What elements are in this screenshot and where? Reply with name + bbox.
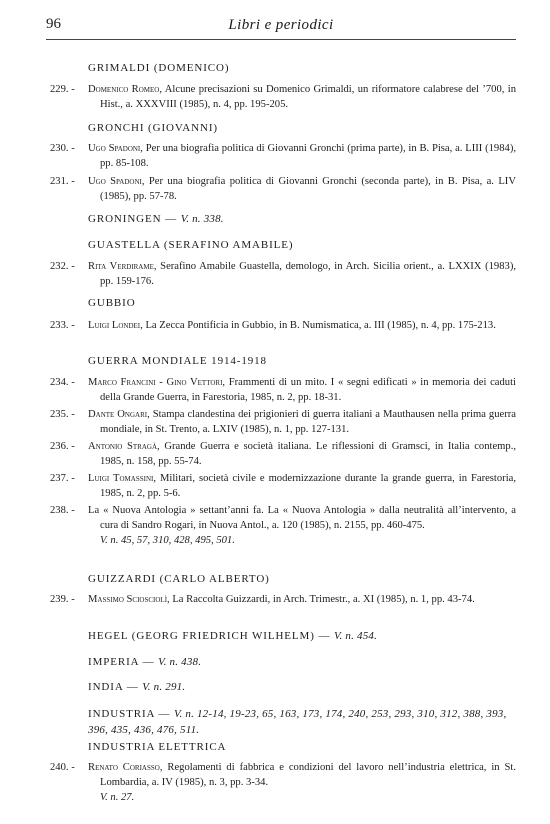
bibliography-entry — [50, 592, 516, 607]
entry-number: 239. - — [50, 594, 75, 605]
heading-text: GRONCHI (GIOVANNI) — [88, 122, 218, 134]
section-heading — [88, 741, 226, 753]
entry-citation: Per una biografia politica di Giovanni Gronchi (seconda parte), in B. Pisa, a. LIV (1985), pp. 57-78. — [100, 176, 516, 202]
bibliography-entry — [50, 407, 516, 437]
entry-number: 230. - — [50, 143, 75, 154]
cross-reference: V. n. 338. — [180, 213, 224, 225]
cross-reference: V. n. 291. — [142, 681, 186, 693]
entry-text — [88, 259, 516, 289]
entry-number: 235. - — [50, 409, 75, 420]
entry-text — [88, 141, 516, 171]
entry-number: 229. - — [50, 84, 75, 95]
entry-author: Ugo Spadoni, — [88, 176, 145, 187]
bibliography-entry — [50, 318, 516, 333]
bibliography-entry — [50, 439, 516, 469]
section-heading — [88, 656, 201, 668]
entry-number: 232. - — [50, 261, 75, 272]
heading-text: HEGEL (GEORG FRIEDRICH WILHELM) — — [88, 630, 331, 642]
entry-text — [88, 174, 516, 204]
entry-citation: La Zecca Pontificia in Gubbio, in B. Numismatica, a. III (1985), n. 4, pp. 175-213. — [145, 320, 496, 331]
cross-reference: V. n. 12-14, 19-23, 65, 163, 173, 174, 240, 253, 293, 310, 312, 388, 393, 396, 435, 436, 476, 511. — [88, 708, 507, 736]
heading-text: INDUSTRIA ELETTRICA — [88, 741, 227, 753]
section-heading — [88, 239, 293, 251]
entry-number: 231. - — [50, 176, 75, 187]
entry-citation: Stampa clandestina dei prigionieri di guerra italiani a Mauthausen nella prima guerra mondiale, in St. Trento, a. LXIV (1985), n. 1, pp. 127-131. — [100, 409, 516, 435]
heading-text: INDUSTRIA — — [88, 708, 171, 720]
bibliography-entry — [50, 471, 516, 501]
entry-citation: Alcune precisazioni su Domenico Grimaldi, un riformatore calabrese del ’700, in Hist., a. XXXVIII (1985), n. 4, pp. 195-205. — [100, 84, 516, 110]
bibliography-entry — [50, 375, 516, 405]
entry-author: Antonio Stragà, — [88, 441, 160, 452]
section-heading — [88, 355, 267, 367]
entry-author: Luigi Londei, — [88, 320, 143, 331]
entry-text — [88, 407, 516, 437]
bibliography-entry — [50, 503, 516, 548]
entry-number: 237. - — [50, 473, 75, 484]
section-heading — [88, 213, 224, 225]
section-heading — [88, 681, 185, 693]
entry-number: 233. - — [50, 320, 75, 331]
cross-reference: V. n. 454. — [334, 630, 378, 642]
heading-text: GUIZZARDI (CARLO ALBERTO) — [88, 573, 270, 585]
entry-text — [88, 82, 516, 112]
bibliography-entry — [50, 141, 516, 171]
heading-text: INDIA — — [88, 681, 139, 693]
entry-text — [88, 760, 516, 790]
entry-citation: Militari, società civile e modernizzazione durante la grande guerra, in Farestoria, 1985, n. 2, pp. 5-6. — [100, 473, 516, 499]
entry-number: 238. - — [50, 505, 75, 516]
entry-text — [88, 503, 516, 533]
header-rule — [46, 39, 516, 40]
section-heading — [88, 706, 518, 738]
entry-text — [88, 318, 516, 333]
entry-author: Ugo Spadoni, — [88, 143, 143, 154]
cross-reference: V. n. 438. — [158, 656, 202, 668]
heading-text: GRIMALDI (DOMENICO) — [88, 62, 230, 74]
entry-number: 236. - — [50, 441, 75, 452]
entry-citation: Per una biografia politica di Giovanni Gronchi (prima parte), in B. Pisa, a. LIII (1984), pp. 85-108. — [100, 143, 516, 169]
entry-text — [88, 439, 516, 469]
entry-author: Domenico Romeo, — [88, 84, 162, 95]
heading-text: GUASTELLA (SERAFINO AMABILE) — [88, 239, 294, 251]
entry-citation: La Raccolta Guizzardi, in Arch. Trimestr., a. XI (1985), n. 1, pp. 43-74. — [172, 594, 475, 605]
section-heading — [88, 630, 377, 642]
heading-text: GUBBIO — [88, 297, 136, 309]
running-header — [46, 16, 516, 40]
cross-reference: V. n. 45, 57, 310, 428, 495, 501. — [100, 535, 235, 546]
bibliography-entry — [50, 174, 516, 204]
entry-text — [88, 592, 516, 607]
heading-text: IMPERIA — — [88, 656, 155, 668]
entry-number: 240. - — [50, 762, 75, 773]
entry-citation: La « Nuova Antologia » settant’anni fa. La « Nuova Antologia » dalla neutralità all’intervento, a cura di Sandro Rogari, in Nuova Antol., a. 120 (1985), n. 2155, pp. 460-475. — [88, 505, 516, 531]
entry-text — [88, 375, 516, 405]
entry-author: Rita Verdirame, — [88, 261, 157, 272]
entry-author: Luigi Tomassini, — [88, 473, 156, 484]
bibliography-entry — [50, 82, 516, 112]
page-number: 96 — [46, 16, 61, 32]
running-title: Libri e periodici — [228, 17, 334, 33]
section-heading — [88, 122, 218, 134]
entry-author: Renato Coriasso, — [88, 762, 163, 773]
heading-text: GRONINGEN — — [88, 213, 178, 225]
section-heading — [88, 62, 229, 74]
heading-text: GUERRA MONDIALE 1914-1918 — [88, 355, 267, 367]
section-heading — [88, 573, 270, 585]
section-heading — [88, 297, 136, 309]
entry-text — [88, 471, 516, 501]
entry-author: Dante Ongari, — [88, 409, 150, 420]
bibliography-entry — [50, 259, 516, 289]
bibliography-entry — [50, 760, 516, 805]
entry-author: Massimo Sciosciolì, — [88, 594, 170, 605]
entry-citation: Grande Guerra e società italiana. Le riflessioni di Gramsci, in Italia contemp., 1985, n. 158, pp. 55-74. — [100, 441, 516, 467]
entry-citation: Frammenti di un mito. I « segni edificati » in memoria dei caduti della Grande Guerra, in Farestoria, 1985, n. 2, pp. 18-31. — [100, 377, 516, 403]
entry-number: 234. - — [50, 377, 75, 388]
entry-author: Marco Francini - Gino Vettori, — [88, 377, 226, 388]
cross-reference: V. n. 27. — [100, 792, 135, 803]
entry-citation: Regolamenti di fabbrica e condizioni del lavoro nell’industria elettrica, in St. Lombardia, a. IV (1985), n. 3, pp. 3-34. — [100, 762, 516, 788]
entry-citation: Serafino Amabile Guastella, demologo, in Arch. Sicilia orient., a. LXXIX (1983), pp. 159-176. — [100, 261, 516, 287]
